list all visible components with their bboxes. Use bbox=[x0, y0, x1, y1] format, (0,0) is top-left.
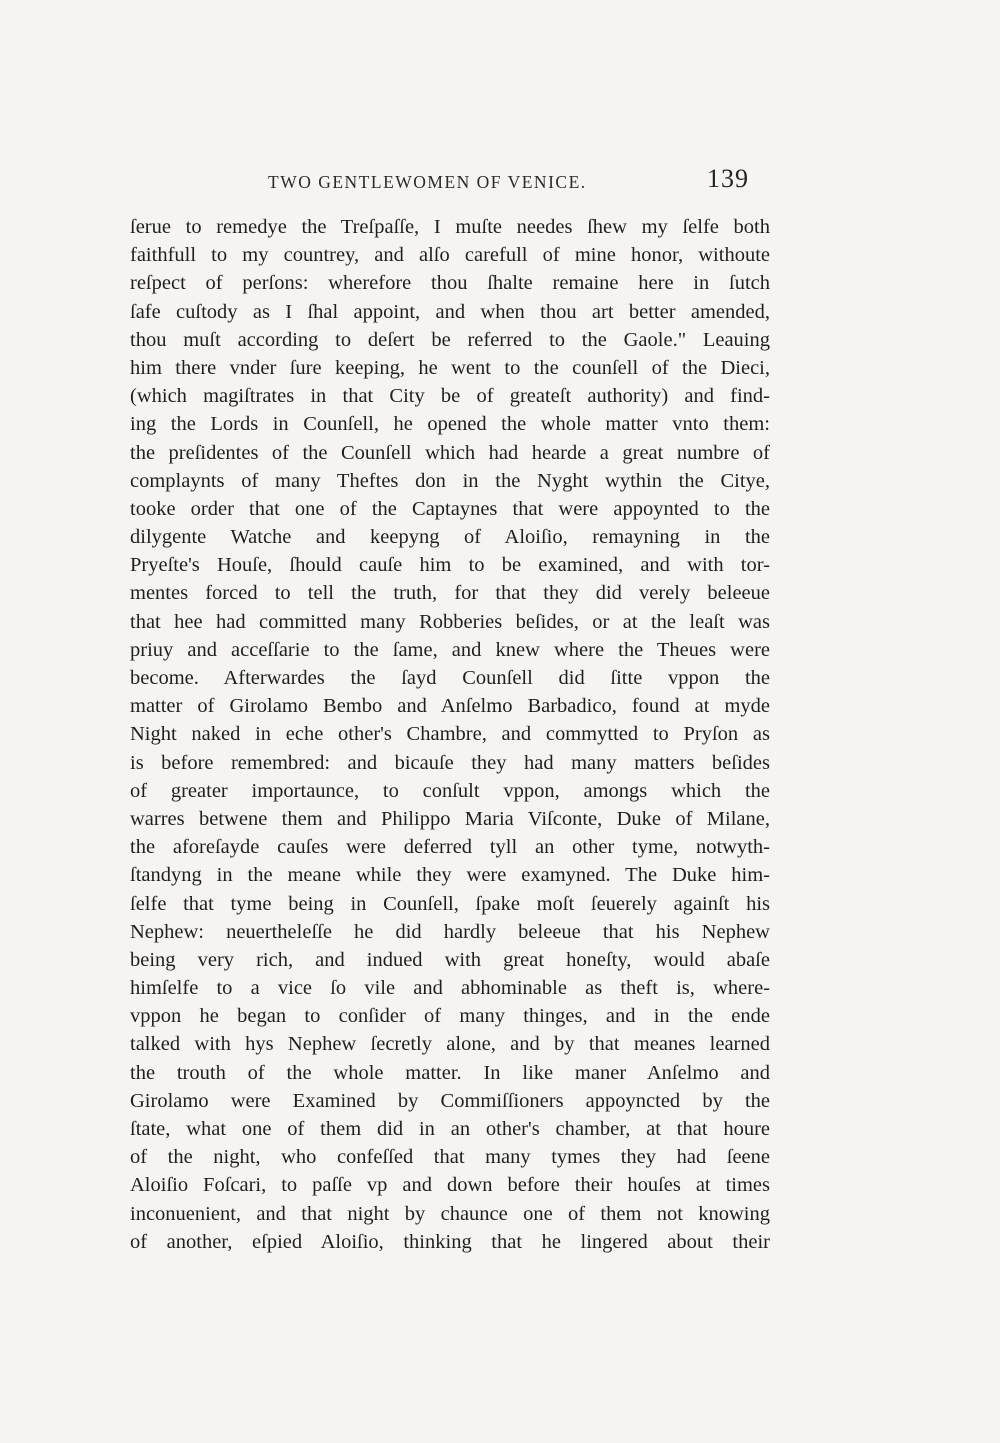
text-line: is before remembred: and bicauſe they had many matters beſides bbox=[130, 751, 770, 774]
text-line: ſtandyng in the meane while they were examyned. The Duke him- bbox=[130, 864, 770, 887]
running-head bbox=[0, 164, 1000, 204]
text-line: being very rich, and indued with great honeſty, would abaſe bbox=[130, 948, 770, 971]
text-line: the preſidentes of the Counſell which had hearde a great numbre of bbox=[130, 441, 770, 464]
text-line: Night naked in eche other's Chambre, and commytted to Pryſon as bbox=[130, 723, 770, 746]
text-line: tooke order that one of the Captaynes that were appoynted to the bbox=[130, 497, 770, 520]
text-line: inconuenient, and that night by chaunce one of them not knowing bbox=[130, 1202, 770, 1225]
text-line: ſelfe that tyme being in Counſell, ſpake moſt ſeuerely againſt his bbox=[130, 892, 770, 915]
text-line: Aloiſio Foſcari, to paſſe vp and down before their houſes at times bbox=[130, 1174, 770, 1197]
text-line: (which magiſtrates in that City be of greateſt authority) and find- bbox=[130, 385, 770, 408]
text-line: of the night, who confeſſed that many tymes they had ſeene bbox=[130, 1146, 770, 1169]
text-line: ing the Lords in Counſell, he opened the whole matter vnto them: bbox=[130, 413, 770, 436]
text-line: faithfull to my countrey, and alſo carefull of mine honor, withoute bbox=[130, 244, 770, 267]
text-line: priuy and acceſſarie to the ſame, and knew where the Theues were bbox=[130, 638, 770, 661]
page-number: 139 bbox=[707, 164, 749, 193]
text-line: reſpect of perſons: wherefore thou ſhalte remaine here in ſutch bbox=[130, 272, 770, 295]
text-line: him there vnder ſure keeping, he went to the counſell of the Dieci, bbox=[130, 356, 770, 379]
text-line: the aforeſayde cauſes were deferred tyll an other tyme, notwyth- bbox=[130, 836, 770, 859]
text-line: matter of Girolamo Bembo and Anſelmo Barbadico, found at myde bbox=[130, 695, 770, 718]
text-line: himſelfe to a vice ſo vile and abhominable as theft is, where- bbox=[130, 977, 770, 1000]
text-line: ſerue to remedye the Treſpaſſe, I muſte needes ſhew my ſelfe both bbox=[130, 216, 770, 238]
text-line: talked with hys Nephew ſecretly alone, and by that meanes learned bbox=[130, 1033, 770, 1056]
text-line: mentes forced to tell the truth, for that they did verely beleeue bbox=[130, 582, 770, 605]
text-line: dilygente Watche and keepyng of Aloiſio, remayning in the bbox=[130, 526, 770, 549]
text-line: warres betwene them and Philippo Maria Viſconte, Duke of Milane, bbox=[130, 807, 770, 830]
text-line: vppon he began to conſider of many thinges, and in the ende bbox=[130, 1005, 770, 1028]
text-line: become. Afterwardes the ſayd Counſell did ſitte vppon the bbox=[130, 667, 770, 689]
text-line: Pryeſte's Houſe, ſhould cauſe him to be examined, and with tor- bbox=[130, 554, 770, 577]
text-line: Girolamo were Examined by Commiſſioners appoyncted by the bbox=[130, 1089, 770, 1112]
text-line: Nephew: neuertheleſſe he did hardly beleeue that his Nephew bbox=[130, 920, 770, 943]
text-line: complaynts of many Theftes don in the Nyght wythin the Citye, bbox=[130, 469, 770, 492]
text-line: ſafe cuſtody as I ſhal appoint, and when thou art better amended, bbox=[130, 300, 770, 323]
text-line: ſtate, what one of them did in an other's chamber, at that houre bbox=[130, 1118, 770, 1140]
text-line: that hee had committed many Robberies beſides, or at the leaſt was bbox=[130, 610, 770, 633]
body-text bbox=[130, 213, 770, 1256]
text-line: thou muſt according to deſert be referred to the Gaole." Leauing bbox=[130, 328, 770, 351]
text-line: of greater importaunce, to conſult vppon, amongs which the bbox=[130, 779, 770, 802]
text-line: the trouth of the whole matter. In like maner Anſelmo and bbox=[130, 1061, 770, 1084]
text-line: of another, eſpied Aloiſio, thinking that he lingered about their bbox=[130, 1230, 770, 1253]
running-title: TWO GENTLEWOMEN OF VENICE. bbox=[268, 172, 587, 192]
